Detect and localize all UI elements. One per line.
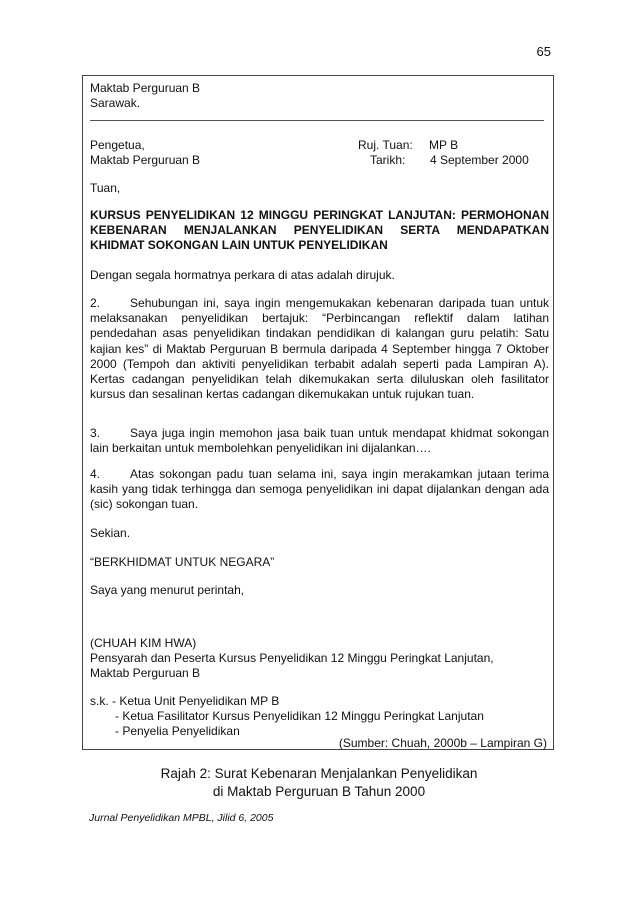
sender-line-2: Sarawak. bbox=[90, 96, 141, 110]
recipient-line-2: Maktab Perguruan B bbox=[90, 153, 201, 167]
paragraph-3 bbox=[90, 426, 549, 456]
cc-item-2: - Penyelia Penyelidikan bbox=[115, 724, 240, 738]
figure-caption-line-1: Rajah 2: Surat Kebenaran Menjalankan Penyelidikan bbox=[160, 766, 478, 781]
journal-footer: Jurnal Penyelidikan MPBL, Jilid 6, 2005 bbox=[89, 812, 274, 824]
paragraph-4-text: Atas sokongan padu tuan selama ini, saya ingin merakamkan jutaan terima kasih yang tidak terhingga dan semoga penyelidikan ini dapat dijalankan dengan ada (sic) sokongan tuan. bbox=[90, 467, 549, 512]
source-note: (Sumber: Chuah, 2000b – Lampiran G) bbox=[338, 736, 547, 750]
letter-box bbox=[82, 75, 554, 750]
date-value: 4 September 2000 bbox=[430, 153, 529, 167]
divider-rule bbox=[90, 120, 544, 121]
cc-item-1: - Ketua Fasilitator Kursus Penyelidikan 12 Minggu Peringkat Lanjutan bbox=[115, 709, 484, 723]
signer-name: (CHUAH KIM HWA) bbox=[90, 636, 197, 650]
date-label: Tarikh: bbox=[370, 153, 406, 167]
paragraph-2-number: 2. bbox=[90, 296, 101, 310]
paragraph-2-text: Sehubungan ini, saya ingin mengemukakan kebenaran daripada tuan untuk melaksanakan penyelidikan bertajuk: “Perbincangan reflektif dalam latihan pendedahan asas penyelidikan tindakan pendidikan di kalangan guru pelatih: Satu kajian kes” di Maktab Perguruan B bermula daripada 4 September hingga 7 Oktober 2000 (Tempoh dan aktiviti penyelidikan terbabit adalah seperti pada Lampiran A). Kertas cadangan penyelidikan telah dikemukakan serta diluluskan oleh fasilitator kursus dan sesalinan kertas cadangan dikemukakan untuk rujukan tuan. bbox=[90, 296, 549, 402]
signer-title-1: Pensyarah dan Peserta Kursus Penyelidikan 12 Minggu Peringkat Lanjutan, bbox=[90, 651, 494, 665]
sender-line-1: Maktab Perguruan B bbox=[90, 81, 201, 95]
closing: Sekian. bbox=[90, 526, 131, 540]
cc-first: s.k. - Ketua Unit Penyelidikan MP B bbox=[90, 694, 280, 708]
signer-title-2: Maktab Perguruan B bbox=[90, 666, 201, 680]
recipient-line-1: Pengetua, bbox=[90, 138, 145, 152]
paragraph-4-number: 4. bbox=[90, 467, 101, 481]
ref-value: MP B bbox=[429, 138, 459, 152]
page-number: 65 bbox=[536, 44, 551, 59]
opening-line: Dengan segala hormatnya perkara di atas adalah dirujuk. bbox=[90, 268, 395, 282]
salutation: Tuan, bbox=[90, 181, 121, 195]
figure-caption-line-2: di Maktab Perguruan B Tahun 2000 bbox=[212, 784, 426, 799]
motto: “BERKHIDMAT UNTUK NEGARA” bbox=[90, 555, 275, 569]
paragraph-3-number: 3. bbox=[90, 426, 101, 440]
ref-label: Ruj. Tuan: bbox=[358, 138, 413, 152]
signoff: Saya yang menurut perintah, bbox=[90, 583, 245, 597]
paragraph-3-text: Saya juga ingin memohon jasa baik tuan untuk mendapat khidmat sokongan lain berkaitan untuk membolehkan penyelidikan ini dijalankan…. bbox=[90, 426, 549, 456]
paragraph-4 bbox=[90, 467, 549, 513]
subject: KURSUS PENYELIDIKAN 12 MINGGU PERINGKAT LANJUTAN: PERMOHONAN KEBENARAN MENJALANKAN PENYELIDIKAN SERTA MENDAPATKAN KHIDMAT SOKONGAN LAIN UNTUK PENYELIDIKAN bbox=[90, 208, 549, 252]
paragraph-2 bbox=[90, 296, 549, 402]
